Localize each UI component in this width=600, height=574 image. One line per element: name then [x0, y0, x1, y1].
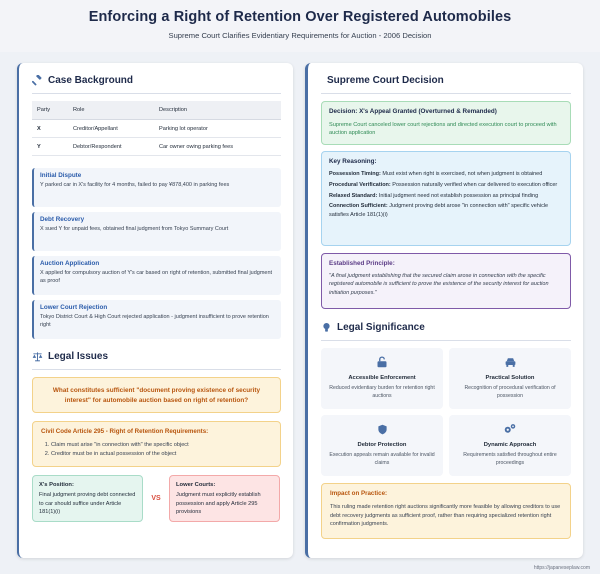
party-cell: X: [32, 120, 68, 138]
requirements-list: [41, 441, 272, 458]
timeline-title: Lower Court Rejection: [40, 304, 108, 311]
x-position-title: X's Position:: [39, 482, 74, 488]
card-title: Practical Solution: [485, 375, 535, 381]
reasoning-item: [329, 202, 563, 219]
legal-significance-title: Legal Significance: [337, 321, 425, 333]
reasoning-item: [329, 170, 563, 178]
card-desc: Requirements satisfied throughout entire proceedings: [463, 452, 557, 466]
significance-cards: [321, 348, 571, 476]
timeline-title: Initial Dispute: [40, 172, 82, 179]
case-background-heading: [32, 72, 281, 88]
card-desc: Execution appeals remain available for invalid claims: [329, 452, 435, 466]
table-header-row: [32, 101, 281, 120]
card-desc: Reduced evidentiary burden for retention right auctions: [329, 385, 435, 399]
timeline-desc: X sued Y for unpaid fees, obtained final judgment from Tokyo Summary Court: [40, 226, 229, 232]
granted-desc: Supreme Court canceled lower court rejections and directed execution court to proceed with auction application: [329, 122, 557, 137]
reasoning-item: [329, 181, 563, 189]
legal-issues-title: Legal Issues: [48, 350, 109, 362]
card-desc: Recognition of procedural verification of possession: [464, 385, 556, 399]
timeline-title: Auction Application: [40, 260, 100, 267]
reasoning-text: Initial judgment need not establish possession as principal finding: [378, 192, 539, 199]
divider: [32, 93, 281, 94]
significance-card: [321, 415, 443, 476]
key-question: What constitutes sufficient "document proving existence of security interest" for automobile auction based on right of retention?: [32, 377, 281, 413]
vs-label: VS: [151, 495, 161, 502]
unlock-icon: [376, 356, 388, 368]
card-title: Dynamic Approach: [483, 442, 537, 448]
col-header-role: Role: [68, 101, 154, 120]
description-cell: Parking lot operator: [154, 120, 281, 138]
lightbulb-icon: [321, 322, 332, 333]
established-principle-box: [321, 253, 571, 309]
table-row: [32, 120, 281, 138]
principle-title: Established Principle:: [329, 260, 395, 267]
timeline-desc: Y parked car in X's facility for 4 months, failed to pay ¥878,400 in parking fees: [40, 182, 230, 188]
timeline-item: [32, 168, 281, 207]
legal-issues-heading: [32, 348, 281, 364]
x-position-desc: Final judgment proving debt connected to car should suffice under Article 181(1)(i): [39, 492, 136, 515]
significance-card: [321, 348, 443, 409]
reasoning-title: Key Reasoning:: [329, 158, 377, 165]
significance-card: [449, 348, 571, 409]
granted-title: Decision: X's Appeal Granted (Overturned & Remanded): [329, 108, 497, 115]
reasoning-text: Must exist when right is exercised, not when judgment is obtained: [382, 171, 543, 177]
list-item: 2. Creditor must be in actual possession of the object: [51, 450, 272, 459]
page-subtitle: Supreme Court Clarifies Evidentiary Requirements for Auction - 2006 Decision: [168, 31, 432, 40]
reasoning-text: Possession naturally verified when car delivered to execution officer: [392, 181, 558, 188]
decision-granted-box: [321, 101, 571, 145]
party-cell: Y: [32, 138, 68, 156]
parties-table: [32, 101, 281, 156]
lower-courts-title: Lower Courts:: [176, 482, 216, 488]
impact-box: [321, 483, 571, 539]
case-background-title: Case Background: [48, 74, 134, 86]
timeline-title: Debt Recovery: [40, 216, 85, 223]
decision-heading: [321, 72, 571, 88]
car-icon: [504, 356, 517, 368]
role-cell: Creditor/Appellant: [68, 120, 154, 138]
lower-courts-desc: Judgment must explicitly establish possession and apply Article 295 provisions: [176, 492, 261, 515]
key-reasoning-box: [321, 151, 571, 246]
positions-comparison: [32, 475, 281, 522]
reasoning-label: Procedural Verification:: [329, 181, 391, 188]
role-cell: Debtor/Respondent: [68, 138, 154, 156]
decision-title: Supreme Court Decision: [327, 74, 444, 86]
principle-desc: "A final judgment establishing that the secured claim arose in connection with the specific registered automobile is sufficient to prove the existence of the security interest for auction initiation purposes.": [329, 273, 549, 296]
reasoning-item: [329, 192, 563, 200]
legal-significance-heading: [321, 319, 571, 335]
card-title: Accessible Enforcement: [348, 375, 416, 381]
card-title: Debtor Protection: [357, 442, 407, 448]
civil-code-box: [32, 421, 281, 467]
shield-icon: [377, 423, 388, 436]
timeline-desc: Tokyo District Court & High Court rejected application - judgment insufficient to prove retention right: [40, 314, 269, 328]
reasoning-text: Judgment proving debt arose "in connection with" specific vehicle satisfies Article 181(1)(i): [329, 203, 549, 218]
civil-code-title: Civil Code Article 295 - Right of Retention Requirements:: [41, 428, 209, 435]
timeline-item: [32, 300, 281, 339]
col-header-party: Party: [32, 101, 68, 120]
reasoning-label: Possession Timing:: [329, 171, 381, 177]
right-panel: [305, 63, 583, 558]
reasoning-label: Connection Sufficient:: [329, 203, 388, 210]
significance-card: [449, 415, 571, 476]
divider: [321, 93, 571, 94]
reasoning-label: Relaxed Standard:: [329, 192, 378, 199]
timeline-item: [32, 212, 281, 251]
list-item: 1. Claim must arise "in connection with" the specific object: [51, 441, 272, 450]
left-panel: [17, 63, 293, 558]
x-position-box: [32, 475, 143, 522]
description-cell: Car owner owing parking fees: [154, 138, 281, 156]
page-title: Enforcing a Right of Retention Over Registered Automobiles: [88, 9, 512, 25]
scales-icon: [32, 351, 43, 362]
timeline-desc: X applied for compulsory auction of Y's car based on right of retention, submitted final judgment as proof: [40, 270, 273, 284]
timeline-item: [32, 256, 281, 295]
gears-icon: [503, 423, 517, 435]
table-row: [32, 138, 281, 156]
page-header: [0, 0, 600, 52]
gavel-icon: [32, 75, 43, 86]
impact-desc: This ruling made retention right auctions significantly more feasible by allowing creditors to use debt recovery judgments as sufficient proof, rather than requiring specialized retention right confirmation judgments.: [330, 504, 561, 528]
footer-url[interactable]: https://japaneseplaw.com: [533, 565, 590, 571]
impact-title: Impact on Practice:: [330, 490, 388, 497]
divider: [321, 340, 571, 341]
lower-courts-box: [169, 475, 280, 522]
divider: [32, 369, 281, 370]
col-header-description: Description: [154, 101, 281, 120]
